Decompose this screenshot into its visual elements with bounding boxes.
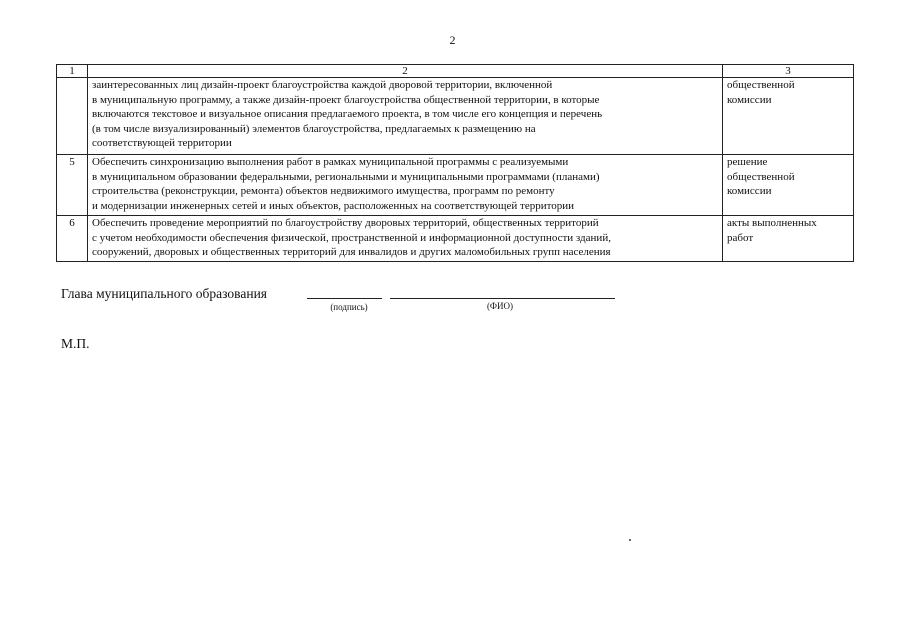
column-header-number: 1	[57, 65, 88, 78]
table-row	[57, 155, 854, 216]
page-number: 2	[449, 33, 456, 47]
row-result-text: решение общественной комиссии	[723, 155, 854, 216]
column-header-result: 3	[723, 65, 854, 78]
signature-line	[307, 298, 382, 299]
row-number: 6	[57, 216, 88, 262]
name-caption: (ФИО)	[486, 301, 514, 311]
row-measure-text: Обеспечить синхронизацию выполнения работ в рамках муниципальной программы с реализуемыми в муниципальном образовании федеральными, региональными и муниципальными программами (планами) строительства (реконструкции, ремонта) объектов недвижимого имущества, программ по ремонту и модернизации инженерных сетей и иных объектов, расположенных на соответствующей территории	[88, 155, 723, 216]
row-result-text: акты выполненных работ	[723, 216, 854, 262]
row-result-text: общественной комиссии	[723, 78, 854, 155]
name-line	[390, 298, 615, 299]
scan-speck	[629, 539, 631, 541]
row-measure-text: Обеспечить проведение мероприятий по благоустройству дворовых территорий, общественных территорий с учетом необходимости обеспечения физической, пространственной и информационной доступности зданий, сооружений, дворовых и общественных территорий для инвалидов и других маломобильных групп населения	[88, 216, 723, 262]
row-measure-text: заинтересованных лиц дизайн-проект благоустройства каждой дворовой территории, включенной в муниципальную программу, а также дизайн-проект благоустройства общественной территории, в которые включаются текстовое и визуальное описания предлагаемого проекта, в том числе его концепция и перечень (в том числе визуализированный) элементов благоустройства, предлагаемых к размещению на соответствующей территории	[88, 78, 723, 155]
seal-mark: М.П.	[61, 336, 90, 351]
table-header-row	[57, 65, 854, 78]
signature-label: Глава муниципального образования	[61, 286, 268, 301]
row-number	[57, 78, 88, 155]
measures-table	[56, 64, 854, 262]
column-header-measure: 2	[88, 65, 723, 78]
table-row	[57, 78, 854, 155]
signature-caption: (подпись)	[330, 302, 368, 312]
table-row	[57, 216, 854, 262]
row-number: 5	[57, 155, 88, 216]
